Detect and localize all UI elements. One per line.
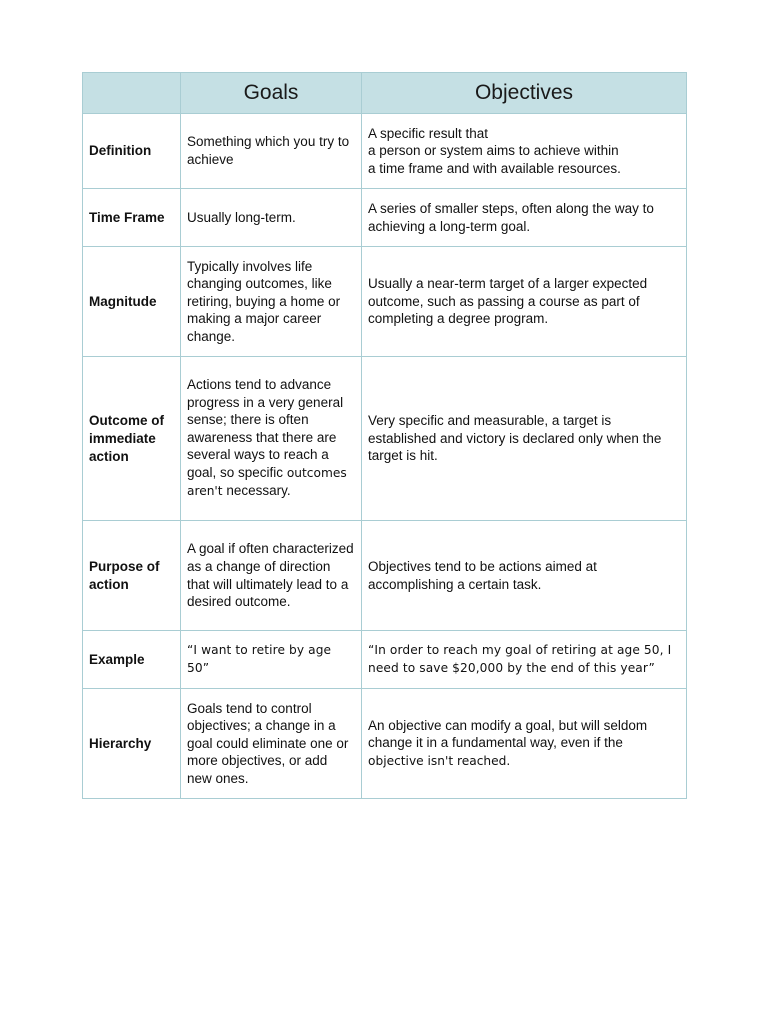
objectives-cell: [362, 247, 687, 357]
objectives-cell: [362, 357, 687, 521]
goals-cell: [181, 247, 362, 357]
objectives-text: Objectives tend to be actions aimed at accomplishing a certain task.: [368, 558, 597, 592]
goals-text-end: necessary.: [226, 483, 291, 499]
goals-cell: [181, 189, 362, 247]
row-label: Time Frame: [83, 189, 181, 247]
objectives-cell: [362, 521, 687, 631]
table-row-magnitude: [83, 247, 687, 357]
objectives-text: Usually a near-term target of a larger expected outcome, such as passing a course as part of completing a degree program.: [368, 276, 648, 327]
objectives-text-main: An objective can modify a goal, but will seldom change it in a fundamental way, even if the: [368, 717, 648, 751]
row-label: Example: [83, 631, 181, 689]
goals-text: Something which you try to achieve: [187, 134, 350, 167]
goals-cell: [181, 631, 362, 689]
table-row-time-frame: [83, 189, 687, 247]
goals-text-alt: outcomes aren't: [187, 465, 347, 499]
objectives-text-alt: objective isn't reached.: [368, 753, 511, 768]
goals-text: A goal if often characterized as a change of direction that will ultimately lead to a desired outcome.: [187, 541, 354, 610]
objectives-line: A specific result that: [368, 125, 489, 141]
goals-text: Typically involves life changing outcomes, like retiring, buying a home or making a major career change.: [187, 258, 341, 344]
table-row-example: [83, 631, 687, 689]
goals-text: “I want to retire by age 50”: [187, 642, 332, 675]
objectives-cell: [362, 689, 687, 799]
objectives-cell: [362, 114, 687, 189]
goals-vs-objectives-table: [82, 72, 687, 799]
goals-text: Usually long-term.: [187, 209, 296, 225]
table-row-hierarchy: [83, 689, 687, 799]
header-goals: Goals: [181, 73, 362, 114]
header-row: [83, 73, 687, 114]
objectives-line: a person or system aims to achieve within: [368, 143, 619, 159]
row-label: Magnitude: [83, 247, 181, 357]
row-label: Purpose of action: [83, 521, 181, 631]
goals-cell: [181, 114, 362, 189]
table-row-purpose-of-action: [83, 521, 687, 631]
row-label: Hierarchy: [83, 689, 181, 799]
goals-cell: [181, 521, 362, 631]
table-row-definition: [83, 114, 687, 189]
goals-text: [187, 372, 355, 505]
objectives-line: a time frame and with available resources.: [368, 160, 621, 176]
table-row-outcome-of-immediate-action: [83, 357, 687, 521]
objectives-cell: [362, 189, 687, 247]
objectives-text: Very specific and measurable, a target is established and victory is declared only when the target is hit.: [368, 413, 662, 464]
objectives-text: “In order to reach my goal of retiring at age 50, I need to save $20,000 by the end of this year”: [368, 642, 672, 675]
header-objectives: Objectives: [362, 73, 687, 114]
objectives-text: [368, 121, 680, 182]
goals-cell: [181, 689, 362, 799]
objectives-text: A series of smaller steps, often along the way to achieving a long-term goal.: [368, 200, 654, 234]
objectives-cell: [362, 631, 687, 689]
goals-text: Goals tend to control objectives; a change in a goal could eliminate one or more objectives, or add new ones.: [187, 700, 349, 786]
row-label: Definition: [83, 114, 181, 189]
objectives-text: [368, 713, 680, 775]
goals-text-main: Actions tend to advance progress in a very general sense; there is often awareness that there are several ways to reach a goal, so specific: [187, 376, 344, 480]
goals-cell: [181, 357, 362, 521]
header-corner-cell: [83, 73, 181, 114]
row-label: Outcome of immediate action: [83, 357, 181, 521]
